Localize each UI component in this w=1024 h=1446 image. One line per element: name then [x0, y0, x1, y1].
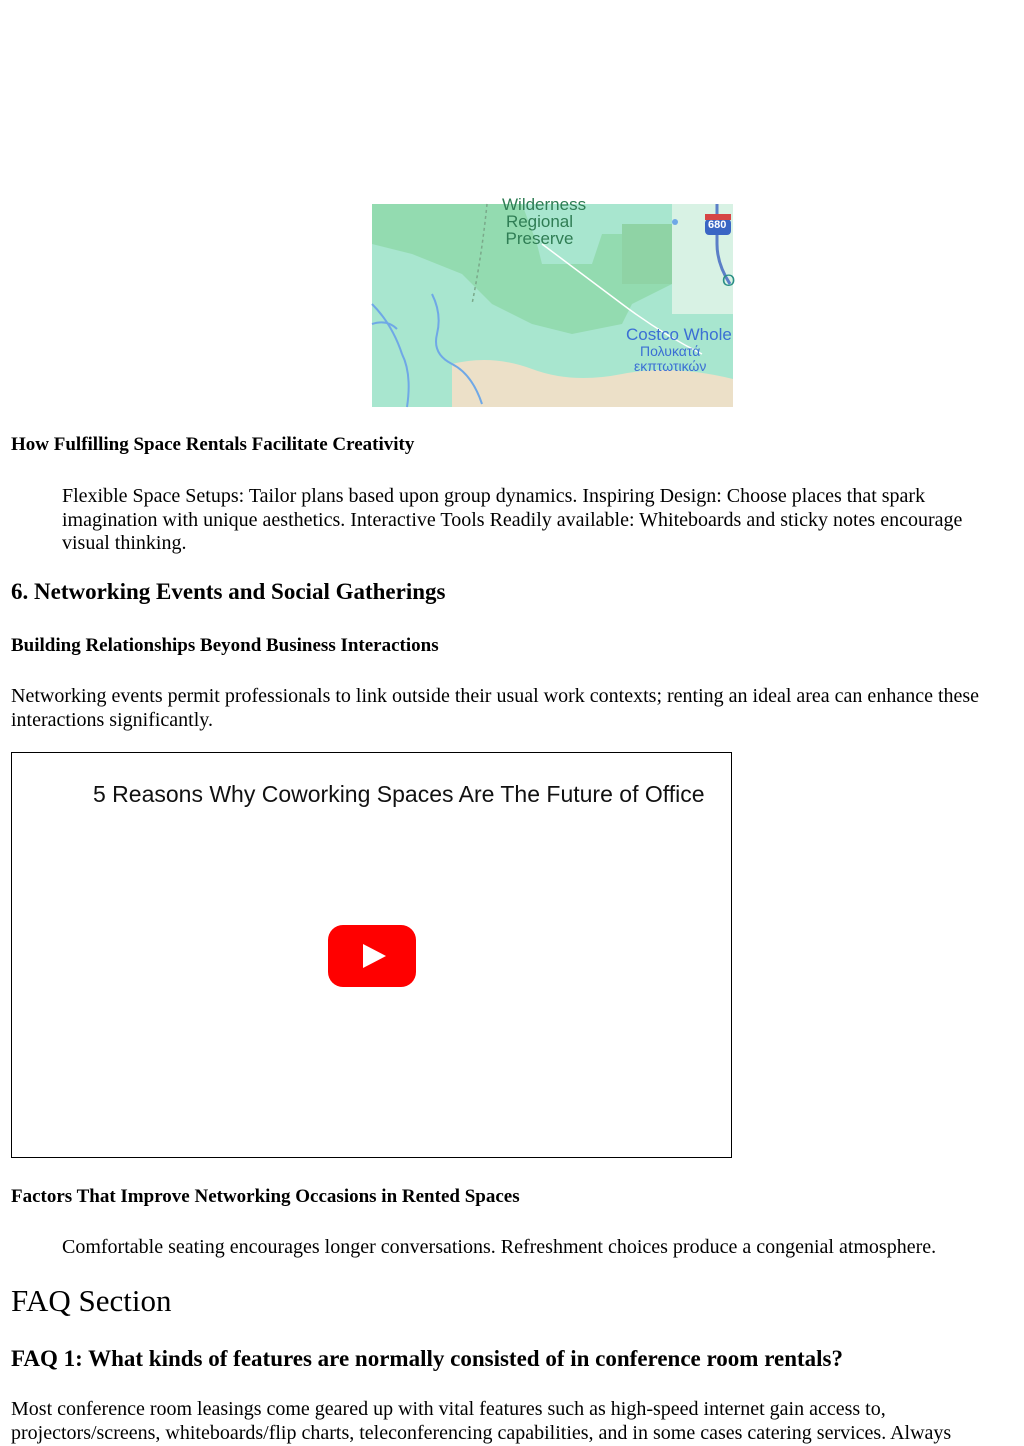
section-heading-factors: Factors That Improve Networking Occasions in Rented Spaces: [11, 1186, 520, 1207]
map-embed[interactable]: [372, 195, 736, 407]
list-item-creativity: Flexible Space Setups: Tailor plans based upon group dynamics. Inspiring Design: Choose places that spark imagination with unique aesthetics. Interactive Tools Readily available: Whiteboards and sticky notes encourage visual thinking.: [62, 485, 963, 554]
section-heading-creativity: How Fulfilling Space Rentals Facilitate Creativity: [11, 434, 415, 455]
faq-question-1: FAQ 1: What kinds of features are normally consisted of in conference room rentals?: [11, 1346, 843, 1371]
highway-shield-label: 680: [708, 219, 727, 231]
map-label-greek-1: Πολυκατά: [640, 343, 701, 359]
subheading-relationships: Building Relationships Beyond Business Interactions: [11, 635, 439, 656]
section-heading-networking: 6. Networking Events and Social Gatherings: [11, 579, 446, 604]
map-label-o: O: [722, 271, 736, 290]
video-title[interactable]: 5 Reasons Why Coworking Spaces Are The Future of Office: [93, 781, 705, 807]
video-embed[interactable]: [11, 752, 732, 1158]
map-label-costco: Costco Whole: [626, 325, 732, 344]
map-label-park: Wilderness Regional Preserve: [502, 195, 587, 248]
faq-answer-1: Most conference room leasings come geared up with vital features such as high-speed internet gain access to, projectors/screens, whiteboards/flip charts, teleconferencing capabilities, and in some cases catering services. Always: [11, 1398, 952, 1444]
play-button-icon[interactable]: [328, 925, 416, 987]
list-item-factors: Comfortable seating encourages longer conversations. Refreshment choices produce a congenial atmosphere.: [62, 1236, 937, 1258]
paragraph-networking: Networking events permit professionals to link outside their usual work contexts; renting an ideal area can enhance these interactions significantly.: [11, 685, 980, 731]
faq-title: FAQ Section: [11, 1283, 172, 1318]
map-label-greek-2: εκπτωτικών: [634, 358, 707, 374]
